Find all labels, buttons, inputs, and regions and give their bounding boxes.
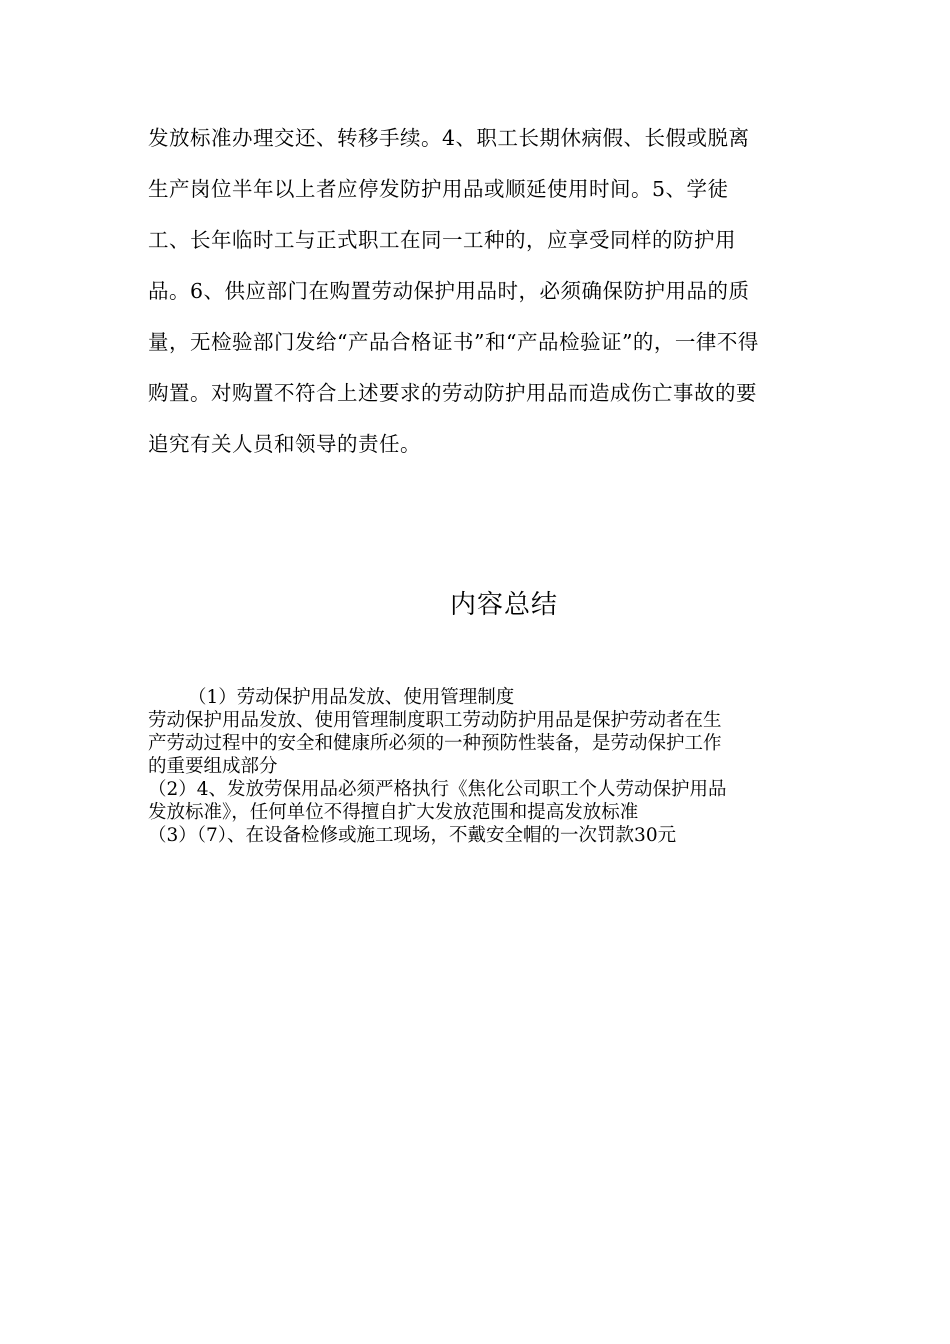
body-paragraph bbox=[148, 118, 808, 475]
summary-line: 的重要组成部分 bbox=[148, 756, 278, 777]
body-line: 追究有关人员和领导的责任。 bbox=[148, 432, 421, 456]
summary-line: 劳动保护用品发放、使用管理制度职工劳动防护用品是保护劳动者在生 bbox=[148, 710, 722, 731]
body-line: 量，无检验部门发给“产品合格证书”和“产品检验证”的，一律不得 bbox=[148, 330, 759, 354]
body-line: 生产岗位半年以上者应停发防护用品或顺延使用时间。5、学徒 bbox=[148, 177, 729, 201]
summary-section bbox=[148, 686, 808, 847]
summary-line: （3）（7）、在设备检修或施工现场，不戴安全帽的一次罚款30元 bbox=[148, 825, 677, 846]
summary-line: 发放标准》，任何单位不得擅自扩大发放范围和提高发放标准 bbox=[148, 802, 639, 823]
body-line: 购置。对购置不符合上述要求的劳动防护用品而造成伤亡事故的要 bbox=[148, 381, 757, 405]
summary-line: 产劳动过程中的安全和健康所必须的一种预防性装备，是劳动保护工作 bbox=[148, 733, 722, 754]
summary-title: 内容总结 bbox=[449, 590, 558, 620]
body-line: 发放标准办理交还、转移手续。4、职工长期休病假、长假或脱离 bbox=[148, 126, 750, 150]
body-line: 品。6、供应部门在购置劳动保护用品时，必须确保防护用品的质 bbox=[148, 279, 750, 303]
summary-item-heading: （1）劳动保护用品发放、使用管理制度 bbox=[188, 687, 515, 708]
summary-line: （2）4、发放劳保用品必须严格执行《焦化公司职工个人劳动保护用品 bbox=[148, 779, 727, 800]
body-line: 工、长年临时工与正式职工在同一工种的，应享受同样的防护用 bbox=[148, 228, 736, 252]
